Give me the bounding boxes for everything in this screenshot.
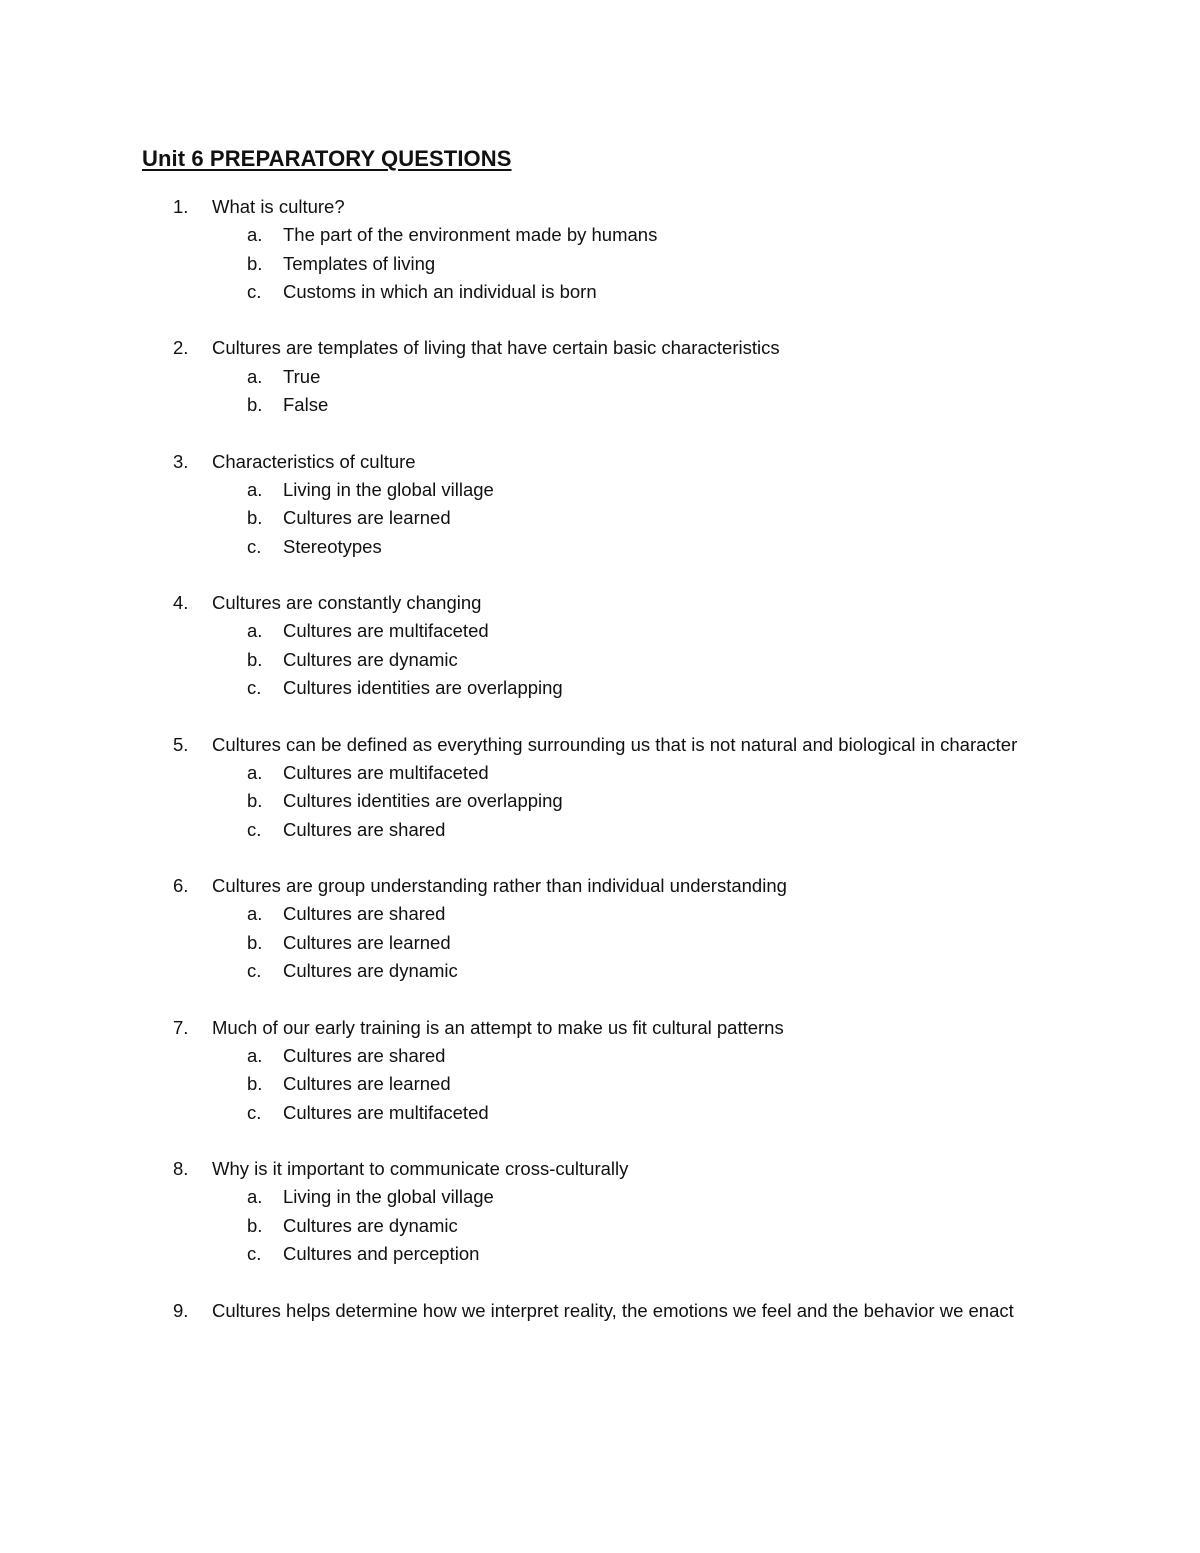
question-number: 2. bbox=[173, 337, 189, 359]
option-text: Cultures are shared bbox=[283, 818, 446, 840]
question-item bbox=[0, 589, 1200, 702]
answer-option bbox=[0, 900, 1200, 928]
question-line bbox=[0, 589, 1042, 617]
question-line bbox=[0, 872, 1042, 900]
question-line bbox=[0, 731, 1042, 759]
option-letter: b. bbox=[247, 931, 263, 953]
question-text: Cultures are group understanding rather than individual understanding bbox=[212, 875, 787, 897]
answer-option bbox=[0, 816, 1200, 844]
option-letter: a. bbox=[247, 761, 263, 783]
question-number: 1. bbox=[173, 196, 189, 217]
answer-option bbox=[0, 1212, 1200, 1240]
option-text: Cultures identities are overlapping bbox=[283, 790, 563, 812]
option-list bbox=[0, 476, 1200, 561]
answer-option bbox=[0, 787, 1200, 815]
option-list bbox=[0, 617, 1200, 702]
option-letter: a. bbox=[247, 903, 263, 925]
question-number: 3. bbox=[173, 450, 189, 472]
option-text: Cultures are shared bbox=[283, 903, 446, 925]
option-letter: c. bbox=[247, 1242, 262, 1264]
option-text: Living in the global village bbox=[283, 1186, 494, 1208]
option-letter: a. bbox=[247, 1186, 263, 1208]
option-text: Stereotypes bbox=[283, 535, 382, 557]
question-item bbox=[0, 872, 1200, 985]
question-text: Why is it important to communicate cross-culturally bbox=[212, 1158, 629, 1180]
answer-option bbox=[0, 929, 1200, 957]
question-text: Characteristics of culture bbox=[212, 450, 416, 472]
answer-option bbox=[0, 617, 1200, 645]
answer-option bbox=[0, 278, 1200, 306]
answer-option bbox=[0, 504, 1200, 532]
question-text: Cultures helps determine how we interpret reality, the emotions we feel and the behavior we enact bbox=[212, 1299, 1014, 1321]
question-number: 7. bbox=[173, 1016, 189, 1038]
option-list bbox=[0, 221, 1200, 306]
option-list bbox=[0, 900, 1200, 985]
option-letter: b. bbox=[247, 1073, 263, 1095]
question-text: Cultures are constantly changing bbox=[212, 592, 482, 614]
question-line bbox=[0, 448, 1042, 476]
question-item bbox=[0, 334, 1200, 419]
question-line bbox=[0, 1014, 1042, 1042]
option-letter: b. bbox=[247, 790, 263, 812]
option-text: Cultures are multifaceted bbox=[283, 761, 489, 783]
option-letter: c. bbox=[247, 960, 262, 982]
option-letter: c. bbox=[247, 280, 262, 302]
question-number: 4. bbox=[173, 592, 189, 614]
option-list bbox=[0, 363, 1200, 420]
option-text: Templates of living bbox=[283, 252, 436, 274]
option-letter: b. bbox=[247, 1214, 263, 1236]
option-letter: a. bbox=[247, 224, 263, 246]
option-text: Cultures are dynamic bbox=[283, 960, 458, 982]
answer-option bbox=[0, 476, 1200, 504]
question-item bbox=[0, 731, 1200, 844]
answer-option bbox=[0, 250, 1200, 278]
answer-option bbox=[0, 957, 1200, 985]
answer-option bbox=[0, 1240, 1200, 1268]
option-text: Living in the global village bbox=[283, 478, 494, 500]
option-list bbox=[0, 1183, 1200, 1268]
option-text: Cultures are learned bbox=[283, 1073, 451, 1095]
option-letter: b. bbox=[247, 252, 263, 274]
question-item bbox=[0, 448, 1200, 561]
option-letter: c. bbox=[247, 1101, 262, 1123]
question-line bbox=[0, 193, 1042, 221]
question-number: 5. bbox=[173, 733, 189, 755]
answer-option bbox=[0, 759, 1200, 787]
question-item bbox=[0, 1155, 1200, 1268]
question-item bbox=[0, 1014, 1200, 1127]
answer-option bbox=[0, 1183, 1200, 1211]
answer-option bbox=[0, 1099, 1200, 1127]
option-text: Cultures and perception bbox=[283, 1242, 480, 1264]
option-text: Cultures are dynamic bbox=[283, 1214, 458, 1236]
question-number: 9. bbox=[173, 1299, 189, 1321]
question-list bbox=[0, 193, 1200, 1353]
answer-option bbox=[0, 363, 1200, 391]
question-text: Cultures are templates of living that have certain basic characteristics bbox=[212, 337, 780, 359]
answer-option bbox=[0, 646, 1200, 674]
option-text: Customs in which an individual is born bbox=[283, 280, 597, 302]
option-letter: b. bbox=[247, 648, 263, 670]
option-letter: a. bbox=[247, 1044, 263, 1066]
page-title: Unit 6 PREPARATORY QUESTIONS bbox=[142, 146, 512, 171]
option-letter: c. bbox=[247, 677, 262, 699]
question-text: Cultures can be defined as everything surrounding us that is not natural and biological in character bbox=[212, 733, 1018, 755]
answer-option bbox=[0, 533, 1200, 561]
option-text: The part of the environment made by humans bbox=[283, 224, 658, 246]
question-line bbox=[0, 1297, 1042, 1325]
answer-option bbox=[0, 391, 1200, 419]
option-text: False bbox=[283, 394, 329, 416]
option-text: Cultures are shared bbox=[283, 1044, 446, 1066]
question-text: Much of our early training is an attempt to make us fit cultural patterns bbox=[212, 1016, 784, 1038]
answer-option bbox=[0, 674, 1200, 702]
answer-option bbox=[0, 1070, 1200, 1098]
option-letter: c. bbox=[247, 535, 262, 557]
option-text: Cultures are multifaceted bbox=[283, 1101, 489, 1123]
question-line bbox=[0, 1155, 1042, 1183]
question-item bbox=[0, 1297, 1200, 1325]
question-line bbox=[0, 334, 1042, 362]
question-number: 8. bbox=[173, 1158, 189, 1180]
option-letter: a. bbox=[247, 620, 263, 642]
option-letter: b. bbox=[247, 507, 263, 529]
option-text: Cultures are multifaceted bbox=[283, 620, 489, 642]
option-letter: b. bbox=[247, 394, 263, 416]
option-letter: a. bbox=[247, 365, 263, 387]
question-text: What is culture? bbox=[212, 196, 345, 217]
option-text: True bbox=[283, 365, 321, 387]
option-text: Cultures are learned bbox=[283, 507, 451, 529]
answer-option bbox=[0, 221, 1200, 249]
option-letter: c. bbox=[247, 818, 262, 840]
option-text: Cultures identities are overlapping bbox=[283, 677, 563, 699]
option-list bbox=[0, 1042, 1200, 1127]
question-number: 6. bbox=[173, 875, 189, 897]
option-letter: a. bbox=[247, 478, 263, 500]
answer-option bbox=[0, 1042, 1200, 1070]
question-item bbox=[0, 193, 1200, 306]
option-list bbox=[0, 759, 1200, 844]
option-text: Cultures are learned bbox=[283, 931, 451, 953]
option-text: Cultures are dynamic bbox=[283, 648, 458, 670]
